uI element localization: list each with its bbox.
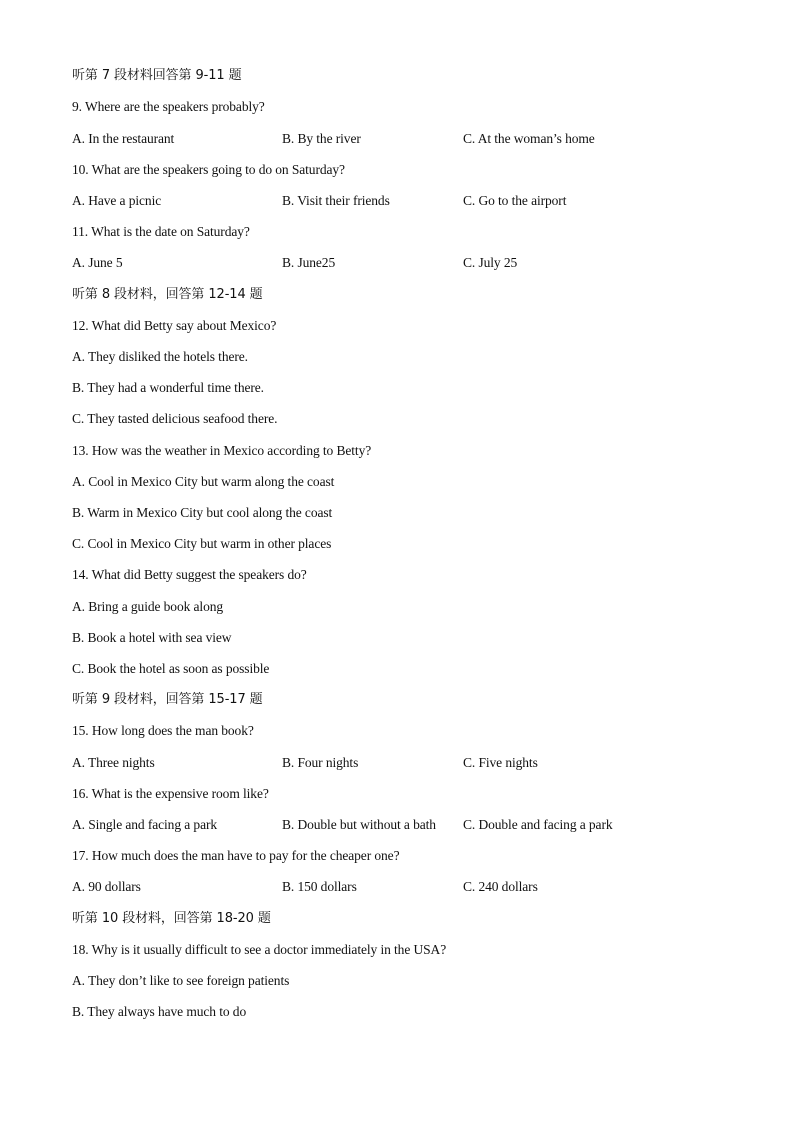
- q16-option-a: A. Single and facing a park: [72, 817, 218, 832]
- q15-option-c: C. Five nights: [463, 755, 538, 770]
- q10-option-c: C. Go to the airport: [463, 193, 567, 208]
- q12-option-a: A. They disliked the hotels there.: [72, 349, 248, 364]
- q14-option-c: C. Book the hotel as soon as possible: [72, 661, 270, 676]
- question-14: 14. What did Betty suggest the speakers do?: [72, 567, 307, 582]
- question-10: 10. What are the speakers going to do on Saturday?: [72, 162, 345, 177]
- section-heading: 听第 7 段材料回答第 9-11 题: [72, 68, 242, 83]
- q17-option-a: A. 90 dollars: [72, 879, 141, 894]
- q10-option-a: A. Have a picnic: [72, 193, 162, 208]
- question-15: 15. How long does the man book?: [72, 723, 254, 738]
- q15-option-b: B. Four nights: [282, 755, 359, 770]
- question-16: 16. What is the expensive room like?: [72, 786, 269, 801]
- q10-option-b: B. Visit their friends: [282, 193, 390, 208]
- q13-option-c: C. Cool in Mexico City but warm in other places: [72, 536, 332, 551]
- q13-option-b: B. Warm in Mexico City but cool along the coast: [72, 505, 333, 520]
- q18-option-b: B. They always have much to do: [72, 1004, 247, 1019]
- q17-option-c: C. 240 dollars: [463, 879, 538, 894]
- q16-option-c: C. Double and facing a park: [463, 817, 613, 832]
- q11-option-a: A. June 5: [72, 255, 123, 270]
- section-heading: 听第 8 段材料，回答第 12-14 题: [72, 287, 263, 302]
- question-12: 12. What did Betty say about Mexico?: [72, 318, 277, 333]
- q16-option-b: B. Double but without a bath: [282, 817, 436, 832]
- question-18: 18. Why is it usually difficult to see a doctor immediately in the USA?: [72, 942, 447, 957]
- question-9: 9. Where are the speakers probably?: [72, 99, 265, 114]
- q11-option-c: C. July 25: [463, 255, 518, 270]
- question-13: 13. How was the weather in Mexico according to Betty?: [72, 443, 372, 458]
- question-17: 17. How much does the man have to pay for the cheaper one?: [72, 848, 400, 863]
- q13-option-a: A. Cool in Mexico City but warm along the coast: [72, 474, 335, 489]
- question-11: 11. What is the date on Saturday?: [72, 224, 250, 239]
- q9-option-b: B. By the river: [282, 131, 361, 146]
- section-heading: 听第 10 段材料，回答第 18-20 题: [72, 911, 271, 926]
- q9-option-a: A. In the restaurant: [72, 131, 175, 146]
- q9-option-c: C. At the woman’s home: [463, 131, 595, 146]
- section-heading: 听第 9 段材料，回答第 15-17 题: [72, 692, 263, 707]
- q18-option-a: A. They don’t like to see foreign patients: [72, 973, 290, 988]
- q15-option-a: A. Three nights: [72, 755, 155, 770]
- q11-option-b: B. June25: [282, 255, 336, 270]
- q17-option-b: B. 150 dollars: [282, 879, 357, 894]
- q14-option-a: A. Bring a guide book along: [72, 599, 224, 614]
- q12-option-b: B. They had a wonderful time there.: [72, 380, 264, 395]
- q12-option-c: C. They tasted delicious seafood there.: [72, 411, 278, 426]
- q14-option-b: B. Book a hotel with sea view: [72, 630, 232, 645]
